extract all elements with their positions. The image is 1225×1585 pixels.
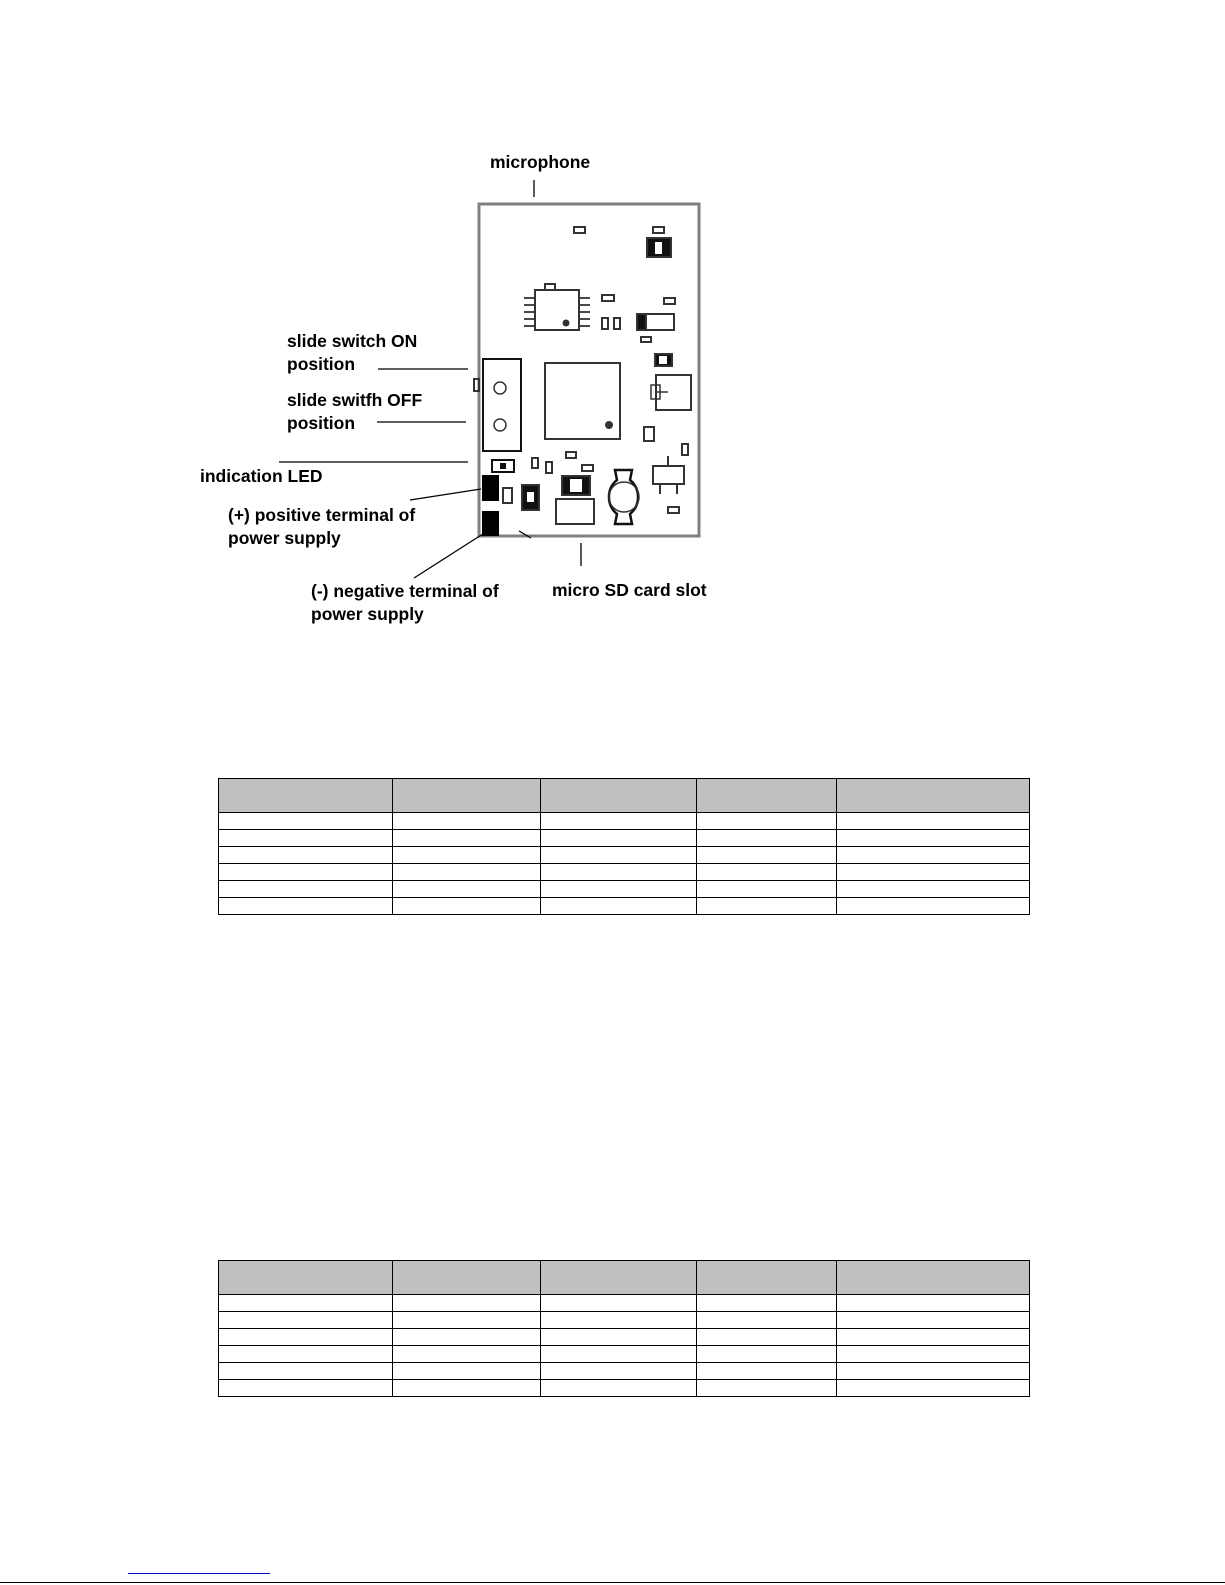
table-cell [697, 898, 837, 915]
table-cell [541, 864, 697, 881]
table-cell [541, 830, 697, 847]
table-cell [393, 813, 541, 830]
label-negative-line2: power supply [311, 604, 424, 624]
table-header-cell [541, 779, 697, 813]
table-row [219, 1363, 1030, 1380]
table-row [219, 864, 1030, 881]
table-cell [837, 881, 1030, 898]
table-row [219, 1380, 1030, 1397]
table-cell [541, 1312, 697, 1329]
label-switch-off-line2: position [287, 413, 356, 433]
table-cell [697, 813, 837, 830]
footer-link-underline[interactable] [128, 1573, 270, 1574]
label-microphone: microphone [490, 152, 591, 172]
positive-terminal [483, 476, 498, 500]
table-cell [837, 864, 1030, 881]
table-row [219, 813, 1030, 830]
table-header-row [219, 779, 1030, 813]
table-cell [697, 1363, 837, 1380]
table-cell [393, 847, 541, 864]
label-positive-line1: (+) positive terminal of [228, 505, 416, 525]
spec-table-1 [218, 778, 1030, 915]
table-header-cell [393, 1261, 541, 1295]
table-cell [697, 847, 837, 864]
table-row [219, 881, 1030, 898]
table-cell [541, 1363, 697, 1380]
page-bottom-rule [0, 1582, 1225, 1583]
table-header-cell [219, 1261, 393, 1295]
table-cell [393, 1380, 541, 1397]
table-cell [541, 847, 697, 864]
table-cell [837, 830, 1030, 847]
table-header-cell [541, 1261, 697, 1295]
table-cell [697, 1295, 837, 1312]
table-row [219, 847, 1030, 864]
table-header-cell [697, 1261, 837, 1295]
table-cell [219, 1363, 393, 1380]
table-cell [837, 1312, 1030, 1329]
table-cell [393, 1312, 541, 1329]
label-indication-led: indication LED [200, 466, 323, 486]
table-cell [697, 864, 837, 881]
table-cell [697, 1312, 837, 1329]
table-cell [697, 1380, 837, 1397]
table-cell [541, 881, 697, 898]
table-cell [837, 1329, 1030, 1346]
table-cell [697, 1346, 837, 1363]
table-row [219, 1312, 1030, 1329]
table-cell [541, 1346, 697, 1363]
table-row [219, 1346, 1030, 1363]
label-switch-on-line1: slide switch ON [287, 331, 418, 351]
table-row [219, 898, 1030, 915]
table-cell [837, 898, 1030, 915]
negative-terminal [483, 512, 498, 535]
table-cell [393, 1363, 541, 1380]
pcb-diagram [0, 0, 1225, 680]
table-cell [393, 898, 541, 915]
table-cell [219, 881, 393, 898]
table-cell [219, 1380, 393, 1397]
table-cell [219, 847, 393, 864]
label-negative-line1: (-) negative terminal of [311, 581, 499, 601]
table-cell [219, 830, 393, 847]
table-cell [219, 1295, 393, 1312]
table-cell [393, 881, 541, 898]
table-cell [837, 1346, 1030, 1363]
table-row [219, 1329, 1030, 1346]
table-header-cell [837, 779, 1030, 813]
table-cell [541, 1329, 697, 1346]
table-cell [393, 830, 541, 847]
table-cell [697, 881, 837, 898]
table-cell [837, 847, 1030, 864]
table-cell [219, 1329, 393, 1346]
label-sd-slot: micro SD card slot [552, 580, 707, 600]
table-cell [219, 864, 393, 881]
table-cell [541, 1295, 697, 1312]
table-cell [837, 1295, 1030, 1312]
table-row [219, 830, 1030, 847]
table-cell [393, 1346, 541, 1363]
table-cell [393, 1329, 541, 1346]
table-header-cell [837, 1261, 1030, 1295]
table-header-row [219, 1261, 1030, 1295]
table-cell [219, 1346, 393, 1363]
table-cell [697, 1329, 837, 1346]
table-cell [219, 813, 393, 830]
label-positive-line2: power supply [228, 528, 341, 548]
table-header-cell [697, 779, 837, 813]
label-switch-on-line2: position [287, 354, 356, 374]
table-cell [541, 898, 697, 915]
table-cell [541, 813, 697, 830]
label-switch-off-line1: slide switfh OFF [287, 390, 423, 410]
table-row [219, 1295, 1030, 1312]
table-cell [219, 898, 393, 915]
table-cell [697, 830, 837, 847]
table-cell [541, 1380, 697, 1397]
spec-table-2 [218, 1260, 1030, 1397]
table-cell [393, 1295, 541, 1312]
table-cell [837, 1380, 1030, 1397]
table-cell [393, 864, 541, 881]
table-header-cell [219, 779, 393, 813]
table-cell [219, 1312, 393, 1329]
table-header-cell [393, 779, 541, 813]
table-cell [837, 813, 1030, 830]
table-cell [837, 1363, 1030, 1380]
